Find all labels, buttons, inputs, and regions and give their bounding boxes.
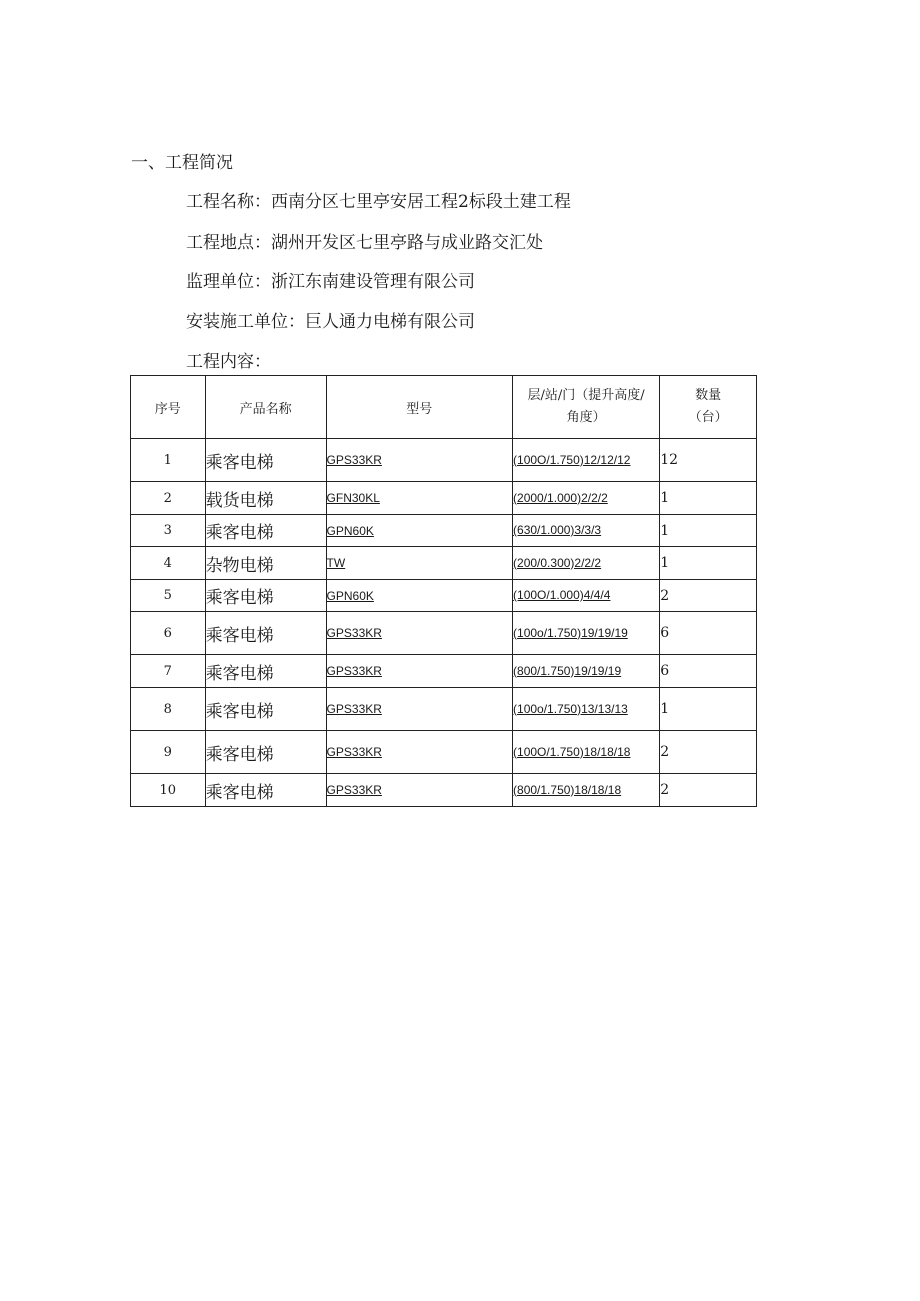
row-model: GPS33KR — [326, 774, 512, 807]
table-row — [131, 774, 757, 807]
row-model: GPS33KR — [326, 439, 512, 482]
row-model: TW — [326, 547, 512, 580]
row-model: GPS33KR — [326, 655, 512, 688]
header-spec — [513, 376, 660, 439]
elevator-table — [130, 375, 757, 807]
table-row — [131, 731, 757, 774]
row-index: 7 — [131, 655, 206, 688]
row-product: 杂物电梯 — [205, 547, 326, 580]
row-qty: 1 — [660, 482, 757, 515]
table-row — [131, 439, 757, 482]
row-spec: (2000/1.000)2/2/2 — [513, 482, 660, 515]
row-spec: (100O/1.750)12/12/12 — [513, 439, 660, 482]
row-product: 乘客电梯 — [205, 515, 326, 547]
row-model: GFN30KL — [326, 482, 512, 515]
table-row — [131, 515, 757, 547]
row-model: GPS33KR — [326, 731, 512, 774]
row-qty: 1 — [660, 688, 757, 731]
row-index: 2 — [131, 482, 206, 515]
header-model: 型号 — [326, 376, 512, 439]
row-index: 9 — [131, 731, 206, 774]
row-qty: 2 — [660, 580, 757, 612]
row-product: 乘客电梯 — [205, 580, 326, 612]
row-product: 乘客电梯 — [205, 612, 326, 655]
content-label: 工程内容： — [186, 352, 271, 372]
row-spec: (100O/1.000)4/4/4 — [513, 580, 660, 612]
row-qty: 6 — [660, 612, 757, 655]
row-index: 6 — [131, 612, 206, 655]
row-qty: 1 — [660, 515, 757, 547]
row-product: 乘客电梯 — [205, 439, 326, 482]
row-product: 乘客电梯 — [205, 655, 326, 688]
header-index: 序号 — [131, 376, 206, 439]
row-index: 8 — [131, 688, 206, 731]
project-name: 工程名称：西南分区七里亭安居工程2标段土建工程 — [186, 192, 571, 212]
row-model: GPN60K — [326, 515, 512, 547]
table-row — [131, 482, 757, 515]
header-spec-line2: 角度） — [566, 410, 606, 425]
row-product: 载货电梯 — [205, 482, 326, 515]
installer-unit: 安装施工单位：巨人通力电梯有限公司 — [186, 312, 475, 332]
header-qty-line2: （台） — [688, 410, 728, 425]
row-index: 3 — [131, 515, 206, 547]
table-row — [131, 580, 757, 612]
section-title: 一、工程简况 — [131, 153, 233, 173]
row-index: 4 — [131, 547, 206, 580]
table-header-row — [131, 376, 757, 439]
row-spec: (800/1.750)19/19/19 — [513, 655, 660, 688]
table-row — [131, 688, 757, 731]
row-qty: 2 — [660, 774, 757, 807]
header-spec-line1: 层/站/门（提升高度/ — [527, 388, 645, 403]
row-spec: (800/1.750)18/18/18 — [513, 774, 660, 807]
row-index: 5 — [131, 580, 206, 612]
table-row — [131, 655, 757, 688]
row-qty: 2 — [660, 731, 757, 774]
row-qty: 12 — [660, 439, 757, 482]
header-product: 产品名称 — [205, 376, 326, 439]
row-product: 乘客电梯 — [205, 774, 326, 807]
supervisor-unit: 监理单位：浙江东南建设管理有限公司 — [186, 272, 475, 292]
row-spec: (100o/1.750)19/19/19 — [513, 612, 660, 655]
header-qty — [660, 376, 757, 439]
row-model: GPN60K — [326, 580, 512, 612]
row-spec: (100O/1.750)18/18/18 — [513, 731, 660, 774]
table-row — [131, 547, 757, 580]
row-index: 1 — [131, 439, 206, 482]
row-spec: (200/0.300)2/2/2 — [513, 547, 660, 580]
row-spec: (630/1.000)3/3/3 — [513, 515, 660, 547]
row-model: GPS33KR — [326, 688, 512, 731]
row-product: 乘客电梯 — [205, 731, 326, 774]
row-index: 10 — [131, 774, 206, 807]
row-qty: 6 — [660, 655, 757, 688]
row-spec: (100o/1.750)13/13/13 — [513, 688, 660, 731]
row-qty: 1 — [660, 547, 757, 580]
row-model: GPS33KR — [326, 612, 512, 655]
row-product: 乘客电梯 — [205, 688, 326, 731]
header-qty-line1: 数量 — [695, 388, 722, 403]
table-row — [131, 612, 757, 655]
project-location: 工程地点：湖州开发区七里亭路与成业路交汇处 — [186, 233, 543, 253]
